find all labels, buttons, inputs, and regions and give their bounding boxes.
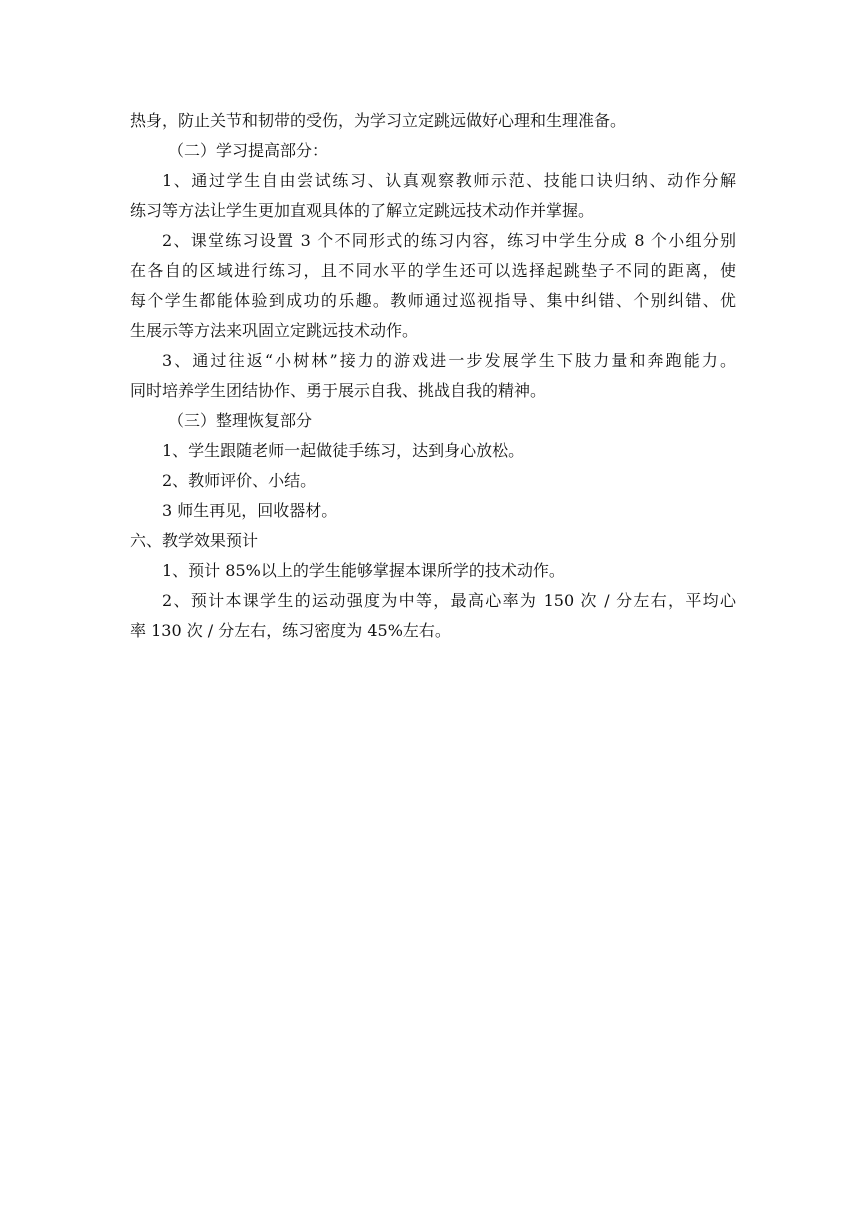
paragraph-line: 2、课堂练习设置 3 个不同形式的练习内容，练习中学生分成 8 个小组分别 <box>162 231 736 250</box>
document-body <box>130 106 736 646</box>
paragraph-line: 2、预计本课学生的运动强度为中等，最高心率为 150 次 / 分左右，平均心 <box>162 591 736 610</box>
paragraph-line: 3 师生再见，回收器材。 <box>162 501 338 520</box>
paragraph-line: 1、通过学生自由尝试练习、认真观察教师示范、技能口诀归纳、动作分解 <box>162 171 736 190</box>
paragraph-line: 在各自的区域进行练习，且不同水平的学生还可以选择起跳垫子不同的距离，使 <box>130 261 736 280</box>
paragraph-line: 生展示等方法来巩固立定跳远技术动作。 <box>130 321 419 340</box>
section-heading: （二）学习提高部分： <box>168 141 329 160</box>
paragraph-line: 率 130 次 / 分左右，练习密度为 45%左右。 <box>130 621 451 640</box>
paragraph-line: 1、预计 85%以上的学生能够掌握本课所学的技术动作。 <box>162 561 565 580</box>
section-heading: （三）整理恢复部分 <box>168 411 313 430</box>
paragraph-line: 1、学生跟随老师一起做徒手练习，达到身心放松。 <box>162 441 525 460</box>
paragraph-line: 每个学生都能体验到成功的乐趣。教师通过巡视指导、集中纠错、个别纠错、优 <box>130 291 736 310</box>
paragraph-line: 练习等方法让学生更加直观具体的了解立定跳远技术动作并掌握。 <box>130 201 595 220</box>
section-heading: 六、教学效果预计 <box>130 531 259 550</box>
paragraph-line: 2、教师评价、小结。 <box>162 471 317 490</box>
paragraph-line: 同时培养学生团结协作、勇于展示自我、挑战自我的精神。 <box>130 381 547 400</box>
paragraph-line: 3、通过往返“小树林”接力的游戏进一步发展学生下肢力量和奔跑能力。 <box>162 351 736 370</box>
paragraph-line: 热身，防止关节和韧带的受伤，为学习立定跳远做好心理和生理准备。 <box>130 111 627 130</box>
